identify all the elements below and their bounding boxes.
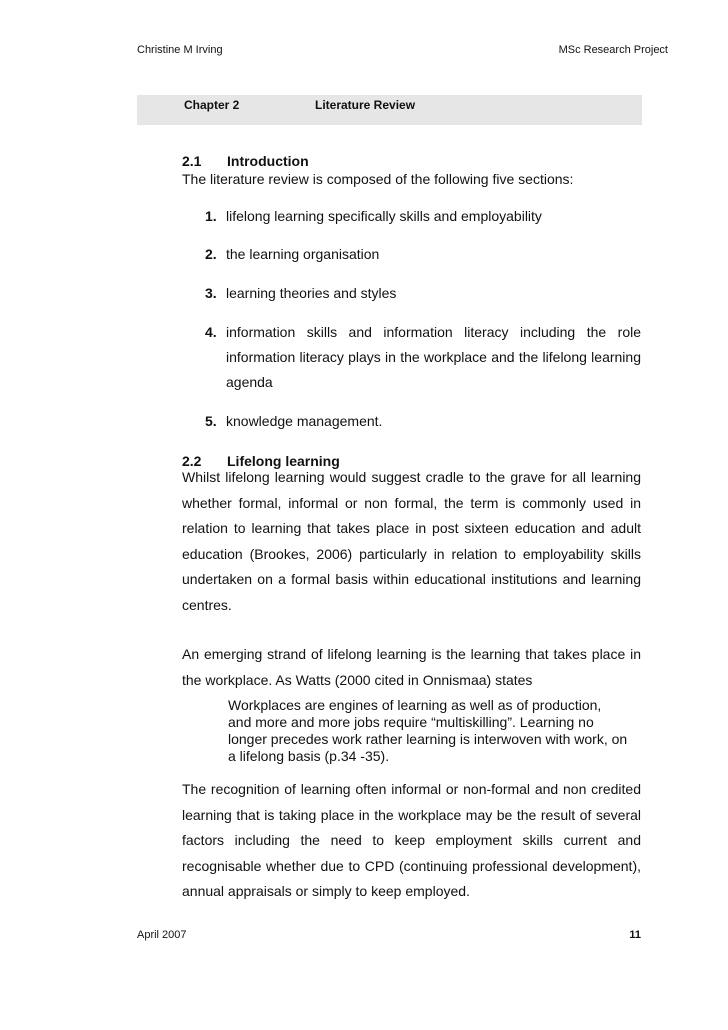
paragraph-recognition: The recognition of learning often informal or non-formal and non credited learning that is taking place in the workplace may be the result of several factors including the need to keep employment skills current and recognisable whether due to CPD (continuing professional development), annual appraisals or simply to keep employed. — [182, 781, 641, 899]
list-item-5 — [205, 409, 641, 434]
section-title: Introduction — [227, 153, 309, 169]
list-text: knowledge management. — [226, 413, 383, 429]
section-title: Lifelong learning — [227, 453, 340, 469]
chapter-title: Literature Review — [315, 98, 416, 112]
list-item-1 — [205, 204, 641, 229]
list-text: the learning organisation — [226, 246, 380, 262]
list-text: lifelong learning specifically skills and employability — [226, 208, 542, 224]
section-number: 2.2 — [182, 453, 202, 469]
section-intro: The literature review is composed of the following five sections: — [182, 171, 574, 187]
list-item-4 — [205, 320, 641, 395]
footer-date: April 2007 — [137, 929, 187, 941]
chapter-number: Chapter 2 — [184, 98, 240, 112]
list-number: 3. — [205, 285, 217, 301]
running-header-project: MSc Research Project — [558, 44, 668, 56]
page-number: 11 — [629, 929, 641, 941]
section-heading-2-1 — [182, 153, 641, 169]
list-number: 4. — [205, 324, 217, 340]
section-number: 2.1 — [182, 153, 202, 169]
list-item-3 — [205, 281, 641, 306]
block-quote: Workplaces are engines of learning as well as of production, and more and more jobs require “multiskilling”. Learning no longer precedes work rather learning is interwoven with work, on a lifelong basis (p.34 -35). — [228, 697, 628, 764]
paragraph-lifelong-definition: Whilst lifelong learning would suggest cradle to the grave for all learning whether formal, informal or non formal, the term is commonly used in relation to learning that takes place in post sixteen education and adult education (Brookes, 2006) particularly in relation to employability skills undertaken on a formal basis within educational institutions and learning centres. — [182, 469, 641, 613]
list-item-2 — [205, 242, 641, 267]
list-number: 1. — [205, 208, 217, 224]
list-text: information skills and information literacy including the role information literacy plays in the workplace and the lifelong learning agenda — [226, 324, 641, 390]
list-text: learning theories and styles — [226, 285, 397, 301]
running-header-author: Christine M Irving — [137, 44, 223, 56]
list-number: 2. — [205, 246, 217, 262]
paragraph-emerging-strand: An emerging strand of lifelong learning is the learning that takes place in the workplace. As Watts (2000 cited in Onnismaa) states — [182, 646, 641, 688]
list-number: 5. — [205, 413, 217, 429]
